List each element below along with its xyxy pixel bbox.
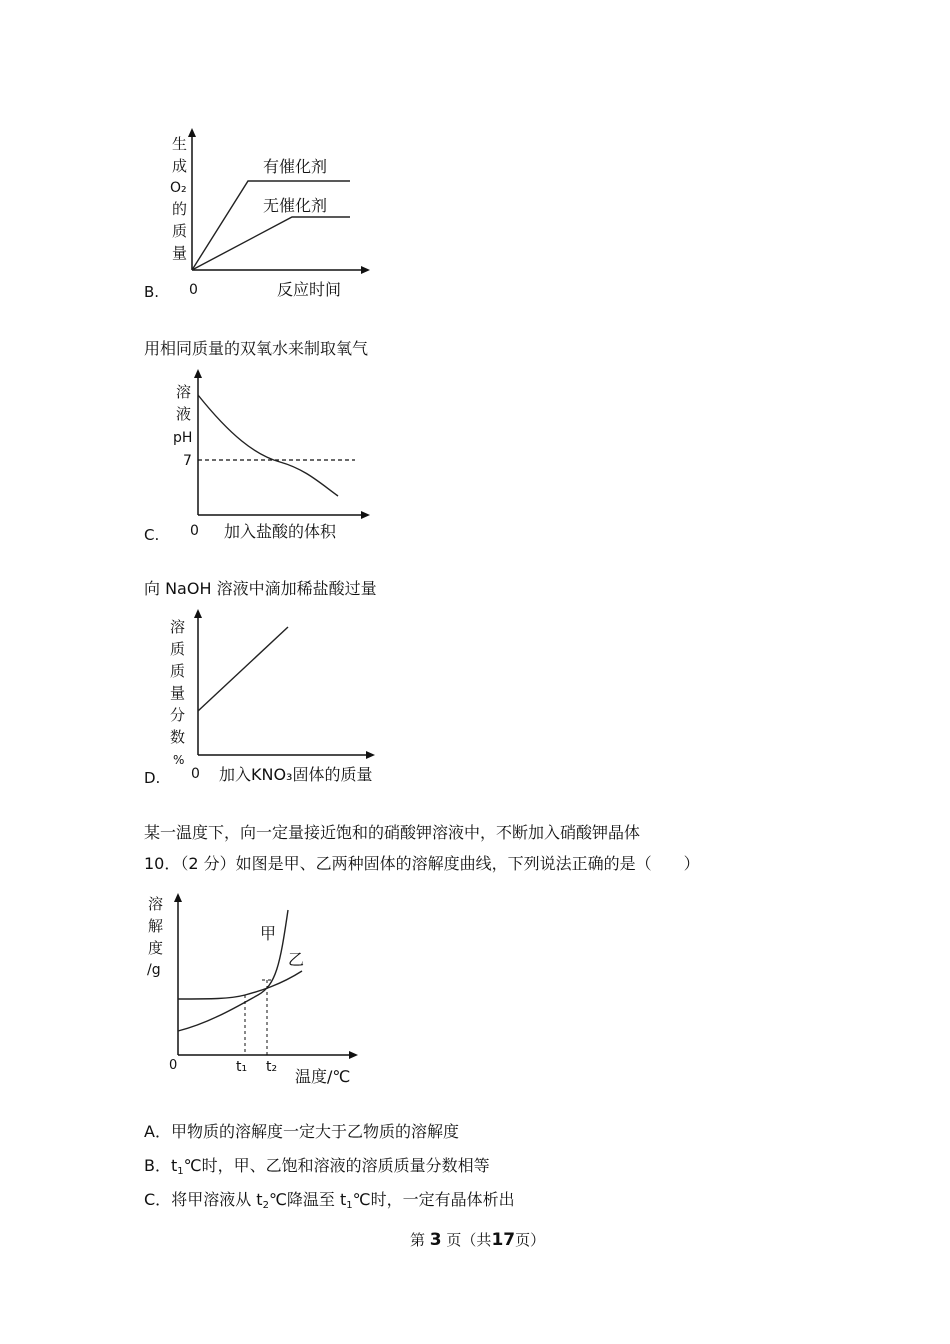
y-label-char: 分 [170,706,186,724]
option-c-letter: C. [144,526,160,544]
answer-c-sub: 2 [262,1200,269,1211]
option-d-chart [160,605,400,790]
y-label-char: 量 [170,684,186,702]
mass-fraction-line [198,627,288,711]
answer-b [144,1153,490,1177]
option-b-svg [160,125,390,300]
tick-7: 7 [183,453,192,469]
y-label-char: 溶 [176,383,192,401]
y-label-char: 液 [176,405,192,423]
answer-c [144,1187,515,1211]
answer-a-text: 甲物质的溶解度一定大于乙物质的溶解度 [170,1122,459,1141]
option-c-caption: 向 NaOH 溶液中滴加稀盐酸过量 [144,579,377,598]
y-label-char: 生 [172,135,188,153]
y-label-char: 成 [172,157,188,175]
origin-label: 0 [189,282,198,298]
answer-b-sub: 1 [177,1166,184,1177]
y-label-char: 数 [170,728,186,746]
x-axis-arrow [349,1051,358,1059]
answer-c-sub2: 1 [346,1200,353,1211]
x-axis-arrow [366,751,375,759]
option-b-chart [160,125,390,300]
origin-label: 0 [169,1058,178,1073]
y-label-char: % [173,753,185,767]
y-label-char: O₂ [170,180,187,196]
answer-b-letter: B． [144,1156,171,1175]
y-axis-arrow [194,609,202,618]
option-b-letter: B. [144,283,160,301]
option-d-letter: D. [144,769,161,787]
y-axis-arrow [174,893,182,902]
footer-mid: 页（共 [446,1231,492,1249]
y-label-char: /g [147,962,161,978]
solubility-chart [140,885,380,1090]
y-axis-arrow [188,128,196,137]
footer-page-number: 3 [429,1230,442,1250]
y-label-char: 质 [170,640,186,658]
solubility-svg [140,885,380,1090]
footer-total-pages: 17 [491,1230,516,1250]
option-d-caption: 某一温度下，向一定量接近饱和的硝酸钾溶液中，不断加入硝酸钾晶体 [144,823,641,842]
line-without-catalyst [192,217,350,270]
x-axis-label: 反应时间 [277,280,342,299]
footer-post: 页） [515,1231,546,1249]
x-axis-label: 加入盐酸的体积 [224,522,337,541]
line2-label: 无催化剂 [263,196,328,215]
origin-label: 0 [191,766,200,782]
option-c-chart [160,365,390,545]
page-footer [410,1229,545,1250]
origin-label: 0 [190,523,199,539]
answer-b-pre: t [170,1156,178,1175]
y-label-char: 的 [172,200,188,218]
y-label-char: pH [173,430,193,446]
y-label-char: 溶 [148,895,164,913]
y-label-char: 度 [148,939,164,957]
t1-label: t₁ [236,1059,248,1075]
answer-a [144,1119,459,1142]
y-axis-arrow [194,369,202,378]
curve-jia-label: 甲 [260,924,277,943]
option-c-svg [160,365,390,545]
y-label-char: 解 [148,917,164,935]
x-axis-arrow [361,266,370,274]
curve-yi-label: 乙 [288,950,305,969]
answer-c-pre: 将甲溶液从 t [171,1190,263,1209]
option-b-caption: 用相同质量的双氧水来制取氧气 [144,339,369,358]
answer-a-letter: A． [144,1122,171,1141]
curve-yi [178,971,302,999]
t2-label: t₂ [266,1059,278,1075]
y-label-char: 质 [170,662,186,680]
answer-c-text: ℃时，一定有晶体析出 [352,1190,515,1209]
ph-curve [198,395,338,496]
answer-b-text: ℃时，甲、乙饱和溶液的溶质质量分数相等 [183,1156,490,1175]
y-label-char: 质 [172,222,188,240]
x-axis-label: 温度/℃ [295,1067,351,1086]
answer-c-letter: C． [144,1190,172,1209]
footer-pre: 第 [410,1231,426,1249]
y-label-char: 溶 [170,618,186,636]
line1-label: 有催化剂 [263,157,328,176]
question-10-stem: 10．（2 分）如图是甲、乙两种固体的溶解度曲线，下列说法正确的是（ ） [144,854,700,873]
y-label-char: 量 [172,244,188,262]
x-axis-arrow [361,511,370,519]
option-d-svg [160,605,400,790]
answer-c-mid: ℃降温至 t [268,1190,347,1209]
x-axis-label: 加入KNO₃固体的质量 [219,765,373,784]
